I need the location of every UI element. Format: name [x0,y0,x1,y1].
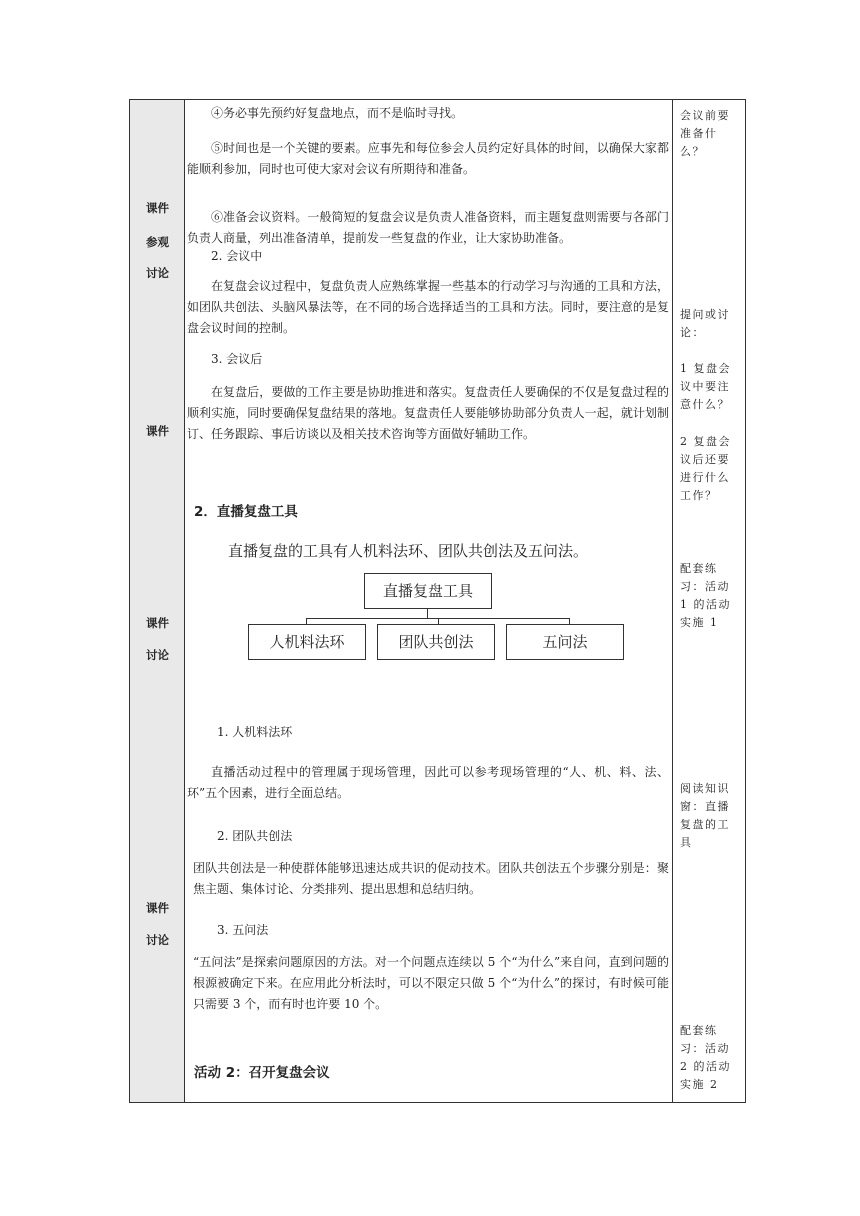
diagram-child-box: 人机料法环 [248,624,366,660]
diagram-child-box: 五问法 [506,624,624,660]
note-questions: 提问或讨论： [680,308,730,339]
lesson-table [129,99,746,1103]
section-heading-tools: 2．直播复盘工具 [194,504,298,520]
heading-meeting-during: 2. 会议中 [211,249,263,263]
label-taolun-1: 讨论 [146,266,169,280]
label-canguan: 参观 [146,235,169,249]
note-exercise-1: 配套练习：活动 1 的活动实施 1 [680,562,731,629]
label-kejian-2: 课件 [146,424,169,438]
note-reading: 阅读知识窗：直播复盘的工具 [680,782,730,849]
note-exercise-2: 配套练习：活动 2 的活动实施 2 [680,1024,731,1091]
paragraph-tool-3: “五问法”是探索问题原因的方法。对一个问题点连续以 5 个“为什么”来自问，直到问题的根源被确定下来。在应用此分析法时，可以不限定只做 5 个“为什么”的探讨，有时候可能只需要 3 个，而有时也许要 10 个。 [193,955,669,1011]
heading-tool-3: 3. 五问法 [217,923,269,937]
paragraph-during: 在复盘会议过程中，复盘负责人应熟练掌握一些基本的行动学习与沟通的工具和方法，如团队共创法、头脑风暴法等，在不同的场合选择适当的工具和方法。同时，要注意的是复盘会议时间的控制。 [187,279,669,335]
activity-heading: 活动 2：召开复盘会议 [194,1065,330,1081]
diagram-root-box: 直播复盘工具 [364,573,492,609]
paragraph-time: ⑤时间也是一个关键的要素。应事先和每位参会人员约定好具体的时间，以确保大家都能顺利参加，同时也可使大家对会议有所期待和准备。 [187,141,669,176]
note-question-2: 2 复盘会议后还要进行什么工作？ [680,435,731,502]
heading-meeting-after: 3. 会议后 [211,352,263,366]
note-prepare: 会议前要准备什么？ [680,109,730,158]
paragraph-tool-2: 团队共创法是一种使群体能够迅速达成共识的促动技术。团队共创法五个步骤分别是：聚焦主题、集体讨论、分类排列、提出思想和总结归纳。 [193,861,669,896]
label-taolun-4: 讨论 [146,933,169,947]
paragraph-after: 在复盘后，要做的工作主要是协助推进和落实。复盘责任人要确保的不仅是复盘过程的顺利实施，同时要确保复盘结果的落地。复盘责任人要能够协助部分负责人一起，就计划制订、任务跟踪、事后访谈以及相关技术咨询等方面做好辅助工作。 [187,385,669,441]
label-taolun-3: 讨论 [146,648,169,662]
paragraph-materials: ⑥准备会议资料。一般简短的复盘会议是负责人准备资料，而主题复盘则需要与各部门负责人商量，列出准备清单，提前发一些复盘的作业，让大家协助准备。 [187,210,669,245]
right-note-column [672,100,745,1102]
tools-intro: 直播复盘的工具有人机料法环、团队共创法及五问法。 [228,542,589,560]
heading-tool-2: 2. 团队共创法 [217,829,293,843]
label-kejian-1: 课件 [146,201,169,215]
heading-tool-1: 1. 人机料法环 [217,725,293,739]
diagram-child-box: 团队共创法 [377,624,495,660]
paragraph-location: ④务必事先预约好复盘地点，而不是临时寻找。 [211,106,464,120]
paragraph-tool-1: 直播活动过程中的管理属于现场管理，因此可以参考现场管理的“人、机、料、法、环”五个因素，进行全面总结。 [187,765,669,800]
note-question-1: 1 复盘会议中要注意什么？ [680,362,731,411]
label-kejian-3: 课件 [146,616,169,630]
left-label-column [130,100,185,1102]
label-kejian-4: 课件 [146,901,169,915]
